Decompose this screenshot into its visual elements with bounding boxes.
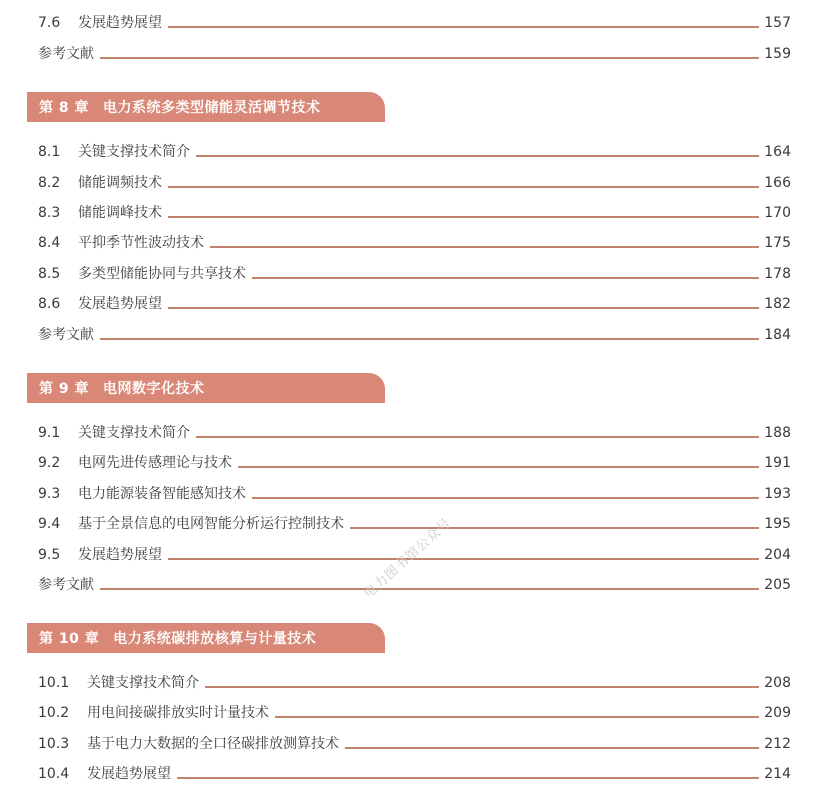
chapter-title: 电网数字化技术 — [103, 381, 205, 397]
entry-number: 9.5 — [38, 547, 61, 563]
toc-entry-8-1[interactable] — [38, 137, 791, 161]
leader-line — [252, 277, 759, 279]
leader-line — [205, 686, 759, 688]
chapter-8-heading[interactable] — [27, 92, 385, 122]
toc-entry-8-4[interactable] — [38, 228, 791, 252]
toc-entry-8-5[interactable] — [38, 259, 791, 283]
toc-entry-10-4[interactable] — [38, 759, 791, 783]
entry-title: 储能调峰技术 — [78, 205, 162, 221]
leader-line — [177, 777, 759, 779]
entry-title: 关键支撑技术简介 — [78, 425, 190, 441]
entry-title: 储能调频技术 — [78, 175, 162, 191]
toc-entry-9-3[interactable] — [38, 479, 791, 503]
leader-line — [210, 246, 759, 248]
entry-number: 9.4 — [38, 516, 61, 532]
entry-page: 204 — [764, 547, 791, 563]
chapter-number: 第 9 章 — [39, 381, 89, 397]
leader-line — [168, 558, 759, 560]
entry-number: 8.2 — [38, 175, 61, 191]
chapter-10-heading[interactable] — [27, 623, 385, 653]
entry-page: 157 — [764, 15, 791, 31]
entry-number: 9.3 — [38, 486, 61, 502]
entry-page: 195 — [764, 516, 791, 532]
leader-line — [350, 527, 759, 529]
leader-line — [238, 466, 759, 468]
toc-entry-10-1[interactable] — [38, 668, 791, 692]
entry-title: 参考文献 — [38, 577, 94, 593]
entry-title: 参考文献 — [38, 327, 94, 343]
entry-title: 发展趋势展望 — [78, 547, 162, 563]
entry-page: 182 — [764, 296, 791, 312]
entry-number: 10.4 — [38, 766, 70, 782]
entry-title: 基于全景信息的电网智能分析运行控制技术 — [78, 516, 344, 532]
entry-number: 9.2 — [38, 455, 61, 471]
leader-line — [168, 216, 759, 218]
entry-page: 166 — [764, 175, 791, 191]
entry-number: 10.1 — [38, 675, 70, 691]
entry-title: 关键支撑技术简介 — [78, 144, 190, 160]
entry-title: 基于电力大数据的全口径碳排放测算技术 — [87, 736, 339, 752]
entry-title: 发展趋势展望 — [78, 296, 162, 312]
leader-line — [168, 26, 759, 28]
toc-entry-8-2[interactable] — [38, 168, 791, 192]
toc-entry-8-3[interactable] — [38, 198, 791, 222]
entry-number: 8.3 — [38, 205, 61, 221]
toc-entry-references-8[interactable] — [38, 320, 791, 344]
entry-number: 9.1 — [38, 425, 61, 441]
entry-number: 7.6 — [38, 15, 61, 31]
entry-number: 10.3 — [38, 736, 70, 752]
leader-line — [100, 57, 759, 59]
entry-page: 164 — [764, 144, 791, 160]
leader-line — [275, 716, 759, 718]
entry-page: 184 — [764, 327, 791, 343]
entry-number: 10.2 — [38, 705, 70, 721]
entry-page: 159 — [764, 46, 791, 62]
chapter-number: 第 8 章 — [39, 100, 89, 116]
toc-entry-9-1[interactable] — [38, 418, 791, 442]
entry-title: 发展趋势展望 — [87, 766, 171, 782]
toc-entry-7-6[interactable] — [38, 8, 791, 32]
chapter-title: 电力系统碳排放核算与计量技术 — [113, 631, 317, 647]
entry-page: 205 — [764, 577, 791, 593]
entry-title: 发展趋势展望 — [78, 15, 162, 31]
leader-line — [168, 307, 759, 309]
toc-entry-9-2[interactable] — [38, 448, 791, 472]
leader-line — [196, 436, 759, 438]
leader-line — [196, 155, 759, 157]
toc-entry-10-2[interactable] — [38, 698, 791, 722]
toc-entry-references-9[interactable] — [38, 570, 791, 594]
toc-entry-8-6[interactable] — [38, 289, 791, 313]
entry-page: 209 — [764, 705, 791, 721]
entry-title: 多类型储能协同与共享技术 — [78, 266, 246, 282]
entry-page: 188 — [764, 425, 791, 441]
entry-page: 193 — [764, 486, 791, 502]
chapter-title: 电力系统多类型储能灵活调节技术 — [103, 100, 321, 116]
entry-number: 8.6 — [38, 296, 61, 312]
entry-page: 175 — [764, 235, 791, 251]
watermark-text: 电力图书馆公众号 — [361, 515, 455, 602]
entry-title: 电力能源装备智能感知技术 — [78, 486, 246, 502]
chapter-number: 第 10 章 — [39, 631, 100, 647]
entry-title: 关键支撑技术简介 — [87, 675, 199, 691]
entry-page: 178 — [764, 266, 791, 282]
entry-title: 参考文献 — [38, 46, 94, 62]
chapter-9-heading[interactable] — [27, 373, 385, 403]
entry-page: 208 — [764, 675, 791, 691]
entry-page: 170 — [764, 205, 791, 221]
entry-page: 191 — [764, 455, 791, 471]
entry-number: 8.5 — [38, 266, 61, 282]
leader-line — [252, 497, 759, 499]
entry-page: 214 — [764, 766, 791, 782]
toc-entry-references-7[interactable] — [38, 39, 791, 63]
entry-number: 8.4 — [38, 235, 61, 251]
entry-title: 电网先进传感理论与技术 — [78, 455, 232, 471]
entry-number: 8.1 — [38, 144, 61, 160]
toc-entry-9-4[interactable] — [38, 509, 791, 533]
leader-line — [345, 747, 759, 749]
toc-entry-10-3[interactable] — [38, 729, 791, 753]
entry-page: 212 — [764, 736, 791, 752]
leader-line — [168, 186, 759, 188]
entry-title: 用电间接碳排放实时计量技术 — [87, 705, 269, 721]
entry-title: 平抑季节性波动技术 — [78, 235, 204, 251]
leader-line — [100, 588, 759, 590]
leader-line — [100, 338, 759, 340]
